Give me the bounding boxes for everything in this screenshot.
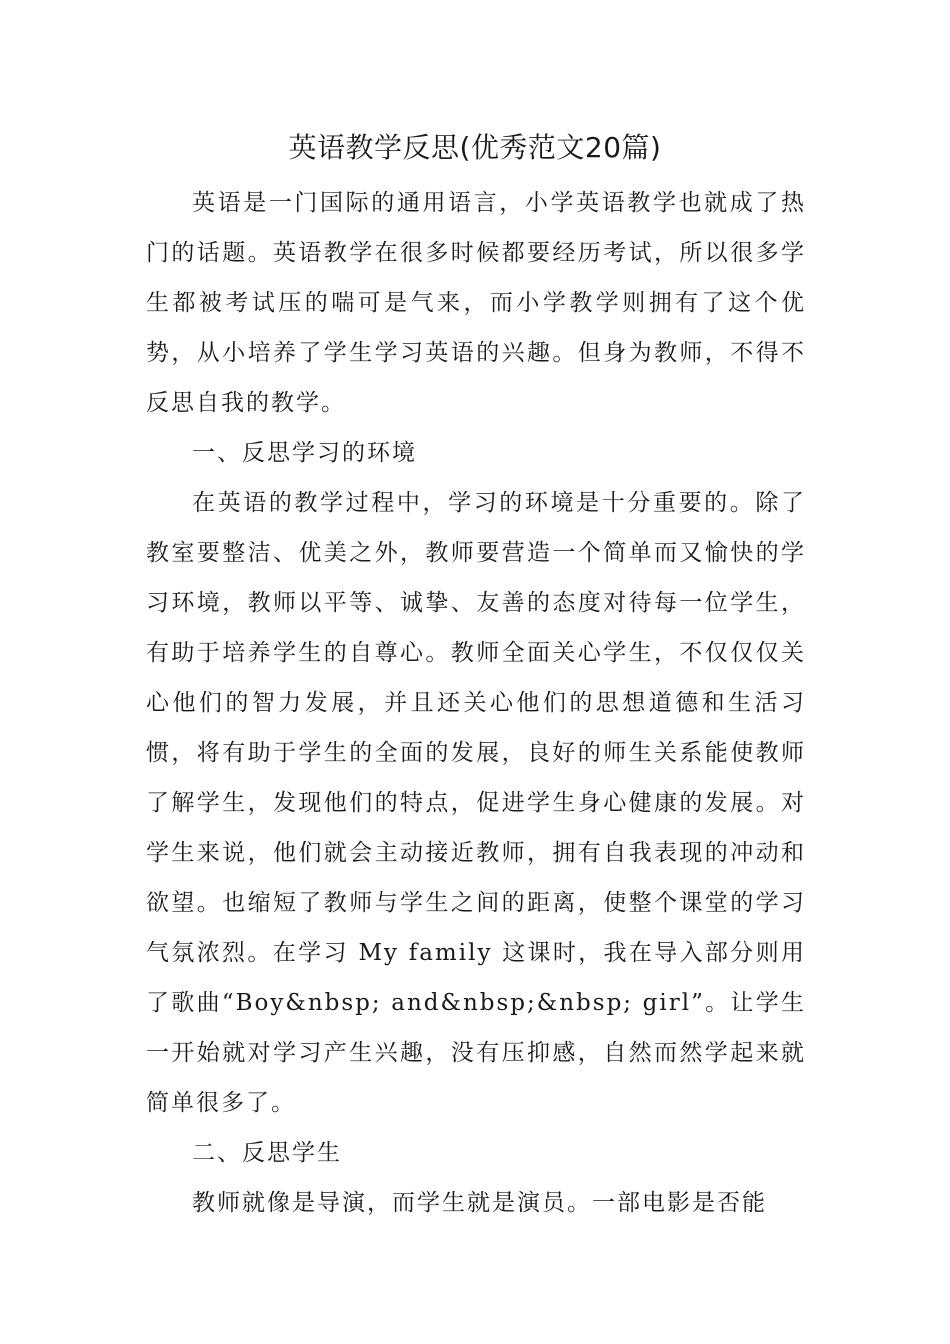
paragraph-intro: 英语是一门国际的通用语言，小学英语教学也就成了热门的话题。英语教学在很多时候都要经历考试，所以很多学生都被考试压的喘可是气来，而小学教学则拥有了这个优势，从小培养了学生学习英语的兴趣。但身为教师，不得不反思自我的教学。 [146, 190, 806, 416]
paragraph-students: 教师就像是导演，而学生就是演员。一部电影是否能 [192, 1190, 767, 1216]
section-heading-environment: 一、反思学习的环境 [192, 440, 417, 466]
document-title: 英语教学反思(优秀范文20篇) [288, 131, 662, 164]
document-body [146, 178, 806, 1228]
section-heading-students: 二、反思学生 [192, 1140, 342, 1166]
paragraph-environment: 在英语的教学过程中，学习的环境是十分重要的。除了教室要整洁、优美之外，教师要营造一个简单而又愉快的学习环境，教师以平等、诚挚、友善的态度对待每一位学生，有助于培养学生的自尊心。教师全面关心学生，不仅仅仅关心他们的智力发展，并且还关心他们的思想道德和生活习惯，将有助于学生的全面的发展，良好的师生关系能使教师了解学生，发现他们的特点，促进学生身心健康的发展。对学生来说，他们就会主动接近教师，拥有自我表现的冲动和欲望。也缩短了教师与学生之间的距离，使整个课堂的学习气氛浓烈。在学习 My family 这课时，我在导入部分则用了歌曲“Boy&nbsp; and&nbsp;&nbsp; girl”。让学生一开始就对学习产生兴趣，没有压抑感，自然而然学起来就简单很多了。 [146, 490, 806, 1116]
